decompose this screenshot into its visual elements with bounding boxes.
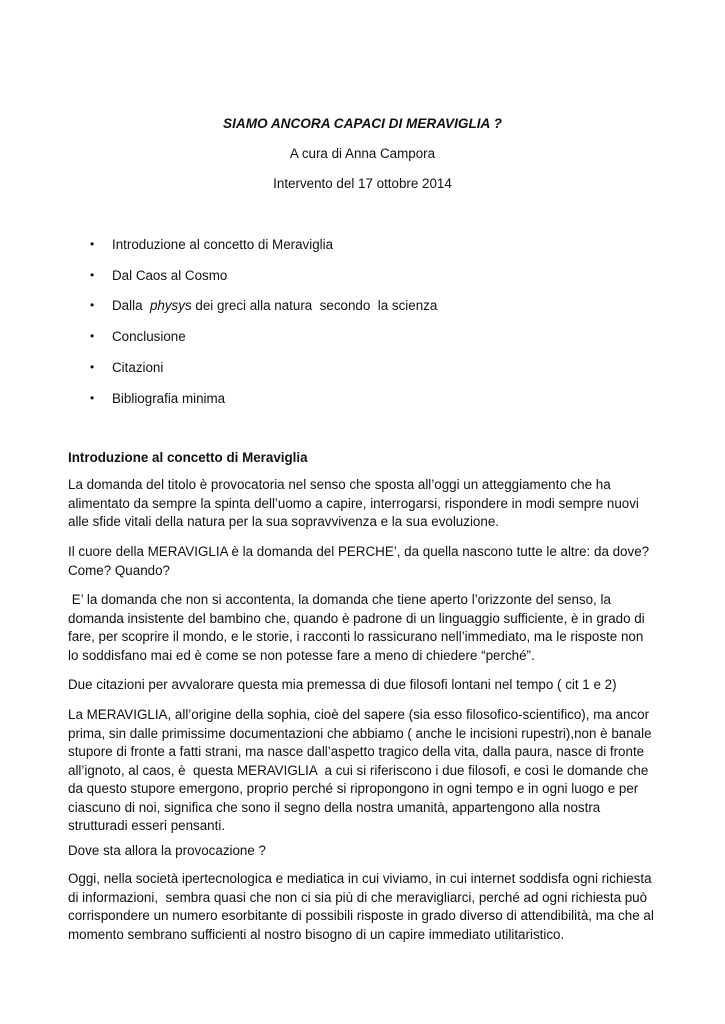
paragraph-line: fare, per scoprire il mondo, e le storie, i racconti lo rassicurano nell’immediato, ma le risposte non [68, 629, 644, 644]
paragraph-line: alimentato da sempre la spinta dell’uomo a capire, interrogarsi, rispondere in modi sempre nuovi [68, 495, 639, 511]
toc-item-label: Citazioni [112, 360, 164, 375]
paragraph-line: momento sembrano sufficienti al nostro bisogno di un capire immediato utilitaristico. [68, 926, 565, 942]
paragraph-line: Due citazioni per avvalorare questa mia premessa di due filosofi lontani nel tempo ( cit 1 e 2) [68, 677, 617, 692]
toc-item [90, 329, 186, 344]
paragraph-line: La domanda del titolo è provocatoria nel senso che sposta all’oggi un atteggiamento che ha [68, 477, 611, 492]
paragraph [68, 870, 668, 944]
bullet-icon: • [90, 360, 95, 374]
paragraph-line: domanda insistente del bambino che, quando è padrone di un linguaggio sufficiente, è in grado di [68, 610, 645, 626]
paragraph-line: stupore di fronte a fatti strani, ma nasce dall’aspetto tragico della vita, dalla paura, nasce di fronte [68, 744, 645, 759]
paragraph-line: lo soddisfano mai ed è come se non potesse fare a meno di chiedere “perché”. [68, 647, 535, 663]
toc-item [90, 298, 438, 313]
toc-item [90, 268, 228, 283]
paragraph [68, 591, 668, 665]
toc-item [90, 360, 164, 375]
bullet-icon: • [90, 391, 95, 405]
toc-item-label: Bibliografia minima [112, 391, 226, 406]
document-date: Intervento del 17 ottobre 2014 [273, 176, 452, 191]
paragraph-line: all’ignoto, al caos, è questa MERAVIGLIA a cui si riferiscono i due filosofi, e così le domande che [68, 762, 649, 778]
paragraph-line: E’ la domanda che non si accontenta, la domanda che tiene aperto l’orizzonte del senso, la [68, 592, 611, 607]
toc-item-label-pre: Dalla [112, 298, 150, 313]
section-heading: Introduzione al concetto di Meraviglia [68, 450, 308, 465]
paragraph [68, 543, 668, 580]
document-title: SIAMO ANCORA CAPACI DI MERAVIGLIA ? [223, 116, 502, 131]
paragraph [68, 476, 668, 532]
paragraph-line: Il cuore della MERAVIGLIA è la domanda del PERCHE’, da quella nascono tutte le altre: da dove? [68, 544, 650, 559]
paragraph [68, 706, 668, 836]
paragraph-line: di informazioni, sembra quasi che non ci sia più di che meravigliarci, perché ad ogni richiesta può [68, 889, 648, 905]
paragraph-line: alle sfide vitali della natura per la sua sopravvivenza e la sua evoluzione. [68, 514, 499, 529]
bullet-icon: • [90, 268, 95, 282]
paragraph-line: La MERAVIGLIA, all’origine della sophia, cioè del sapere (sia esso filosofico-scientifico), ma ancor [68, 707, 650, 722]
paragraph-line: Dove sta allora la provocazione ? [68, 843, 266, 858]
bullet-icon: • [90, 237, 95, 251]
bullet-icon: • [90, 298, 95, 312]
paragraph [68, 842, 668, 861]
toc-item [90, 391, 226, 406]
toc-item-label: Dal Caos al Cosmo [112, 268, 228, 283]
document-author: A cura di Anna Campora [289, 146, 436, 161]
paragraph-line: corrispondere un numero esorbitante di possibili risposte in grado diverso di attendibilità, ma che al [68, 908, 654, 923]
toc-item-label-italic: physys [149, 298, 192, 313]
toc-item [90, 237, 334, 252]
paragraph-line: Oggi, nella società ipertecnologica e mediatica in cui viviamo, in cui internet soddisfa ogni richiesta [68, 871, 652, 886]
paragraph-line: da questo stupore emergono, proprio perché si ripropongono in ogni tempo e in ogni luogo e per [68, 781, 639, 796]
toc-item-label: Introduzione al concetto di Meraviglia [112, 237, 334, 252]
paragraph [68, 676, 668, 695]
bullet-icon: • [90, 329, 95, 343]
toc-item-label-post: dei greci alla natura secondo la scienza [191, 298, 438, 313]
paragraph-line: Come? Quando? [68, 562, 170, 578]
paragraph-line: prima, sin dalle primissime documentazioni che abbiamo ( anche le incisioni rupestri),non è banale [68, 725, 652, 741]
paragraph-line: strutturadi esseri pensanti. [68, 818, 226, 833]
toc-item-label: Conclusione [112, 329, 186, 344]
paragraph-line: ciascuno di noi, significa che sono il segno della nostra umanità, appartengono alla nostra [68, 799, 601, 815]
